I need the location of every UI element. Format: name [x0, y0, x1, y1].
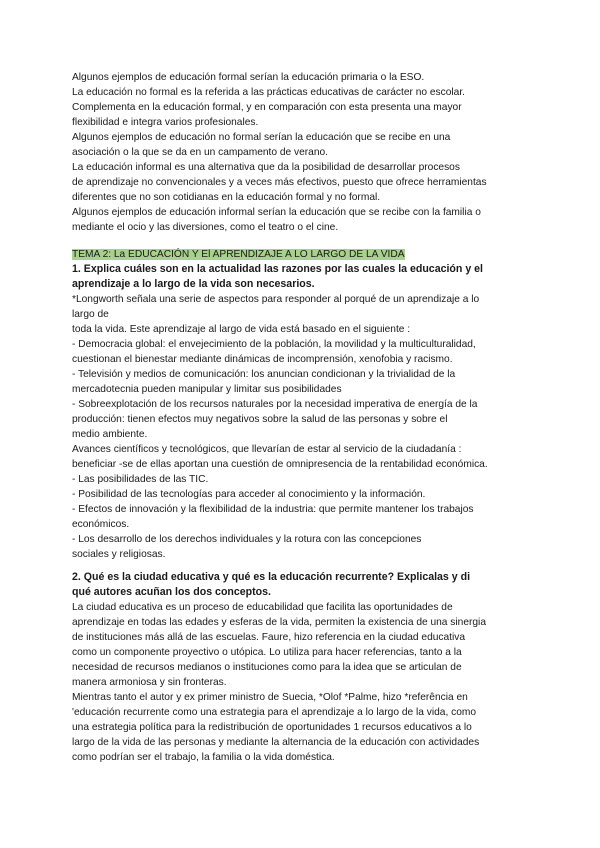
text-line: diferentes que no son cotidianas en la educación formal y no formal.	[72, 192, 381, 203]
text-line: una estrategia política para la redistribución de oportunidades 1 recursos educativos a lo	[72, 722, 472, 733]
text-line: aprendizaje en todas las edades y esferas de la vida, permiten la existencia de una sinergia	[72, 617, 486, 628]
text-line: - Democracia global: el envejecimiento de la población, la movilidad y la multiculturalidad,	[72, 339, 476, 350]
text-line: Avances científicos y tecnológicos, que llevarían de estar al servicio de la ciudadanía :	[72, 444, 462, 455]
text-line: sociales y religiosas.	[72, 549, 166, 560]
answer-1	[72, 292, 542, 562]
text-line: La educación informal es una alternativa que da la posibilidad de desarrollar procesos	[72, 162, 460, 173]
text-line: económicos.	[72, 519, 130, 530]
text-line: Mientras tanto el autor y ex primer ministro de Suecia, *Olof *Palme, hizo *referência en	[72, 692, 468, 703]
text-line: medio ambiente.	[72, 429, 148, 440]
text-line: Algunos ejemplos de educación formal serían la educación primaria o la ESO.	[72, 72, 425, 83]
question-2	[72, 570, 542, 600]
text-line: necesidad de recursos medianos o instituciones como para la idea que se articulan de	[72, 662, 462, 673]
question-line: 1. Explica cuáles son en la actualidad las razones por las cuales la educación y el	[72, 263, 483, 275]
text-line: - Efectos de innovación y la flexibilidad de la industria: que permite mantener los trabajos	[72, 504, 474, 515]
text-line: - Sobreexplotación de los recursos naturales por la necesidad imperativa de energía de la	[72, 399, 478, 410]
text-line: flexibilidad e integra varios profesionales.	[72, 117, 259, 128]
text-line: La educación no formal es la referida a las prácticas educativas de carácter no escolar.	[72, 87, 465, 98]
section-heading: TEMA 2: La EDUCACIÓN Y El APRENDIZAJE A LO LARGO DE LA VIDA	[72, 249, 405, 260]
intro-paragraphs	[72, 70, 542, 235]
question-line: qué autores acuñan los dos conceptos.	[72, 586, 271, 598]
text-line: *Longworth señala una serie de aspectos para responder al porqué de un aprendizaje a lo	[72, 294, 480, 305]
text-line: producción: tienen efectos muy negativos sobre la salud de las personas y sobre el	[72, 414, 448, 425]
text-line: Complementa en la educación formal, y en comparación con esta presenta una mayor	[72, 102, 462, 113]
text-line: Algunos ejemplos de educación no formal serían la educación que se recibe en una	[72, 132, 451, 143]
text-line: - Los desarrollo de los derechos individuales y la rotura con las concepciones	[72, 534, 422, 545]
question-1	[72, 262, 542, 292]
text-line: - Televisión y medios de comunicación: los anuncian condicionan y la trivialidad de la	[72, 369, 456, 380]
text-line: toda la vida. Este aprendizaje al largo de vida está basado en el siguiente :	[72, 324, 411, 335]
text-line: asociación o la que se da en un campamento de verano.	[72, 147, 328, 158]
text-line: - Las posibilidades de las TIC.	[72, 474, 209, 485]
text-line: manera armoniosa y sin fronteras.	[72, 677, 227, 688]
text-line: como un componente proyectivo o utópica. Lo utiliza para hacer referencias, tanto a la	[72, 647, 462, 658]
text-line: Algunos ejemplos de educación informal serían la educación que se recibe con la familia o	[72, 207, 481, 218]
text-line: largo de la vida de las personas y mediante la alternancia de la educación con actividades	[72, 737, 480, 748]
text-line: mercadotecnia pueden manipular y limitar sus posibilidades	[72, 384, 342, 395]
text-line: de aprendizaje no convencionales y a veces más efectivos, puesto que ofrece herramientas	[72, 177, 487, 188]
answer-2	[72, 600, 542, 765]
text-line: de instituciones más allá de las escuelas. Faure, hizo referencia en la ciudad educativa	[72, 632, 466, 643]
section-heading-block	[72, 247, 542, 262]
text-line: La ciudad educativa es un proceso de educabilidad que facilita las oportunidades de	[72, 602, 453, 613]
text-line: beneficiar -se de ellas aportan una cuestión de omnipresencia de la rentabilidad económica.	[72, 459, 488, 470]
text-line: largo de	[72, 309, 109, 320]
text-line: cuestionan el bienestar mediante dinámicas de incomprensión, xenofobia y racismo.	[72, 354, 453, 365]
text-line: - Posibilidad de las tecnologías para acceder al conocimiento y la información.	[72, 489, 426, 500]
question-line: 2. Qué es la ciudad educativa y qué es la educación recurrente? Explicalas y di	[72, 571, 471, 583]
text-line: 'educación recurrente como una estrategia para el aprendizaje a lo largo de la vida, como	[72, 707, 477, 718]
question-line: aprendizaje a lo largo de la vida son necesarios.	[72, 278, 315, 290]
text-line: como podrían ser el trabajo, la familia o la vida doméstica.	[72, 752, 335, 763]
text-line: mediante el ocio y las diversiones, como el teatro o el cine.	[72, 222, 339, 233]
